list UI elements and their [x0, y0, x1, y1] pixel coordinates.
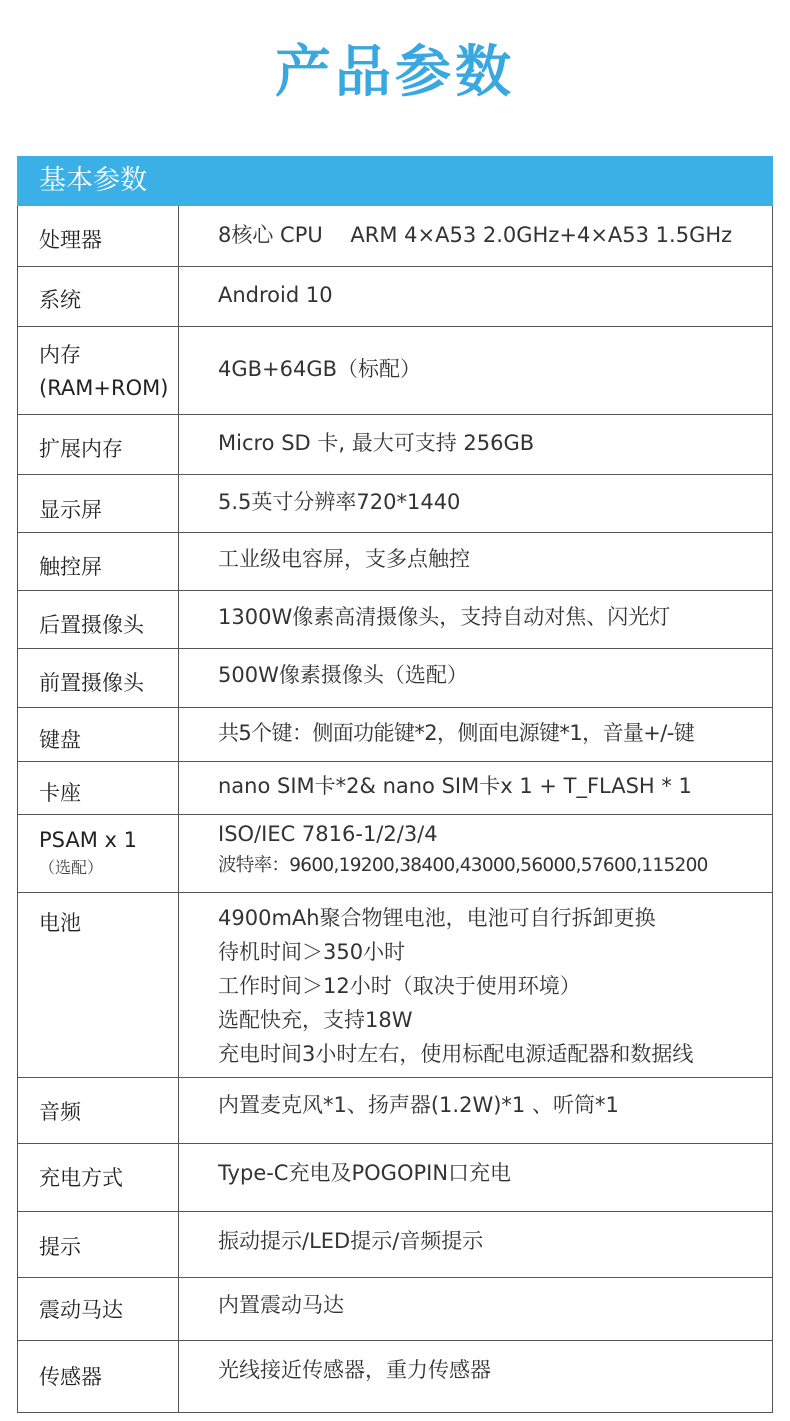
spec-value — [179, 327, 772, 414]
spec-value — [179, 649, 772, 707]
spec-value-line: Type-C充电及POGOPIN口充电 — [218, 1161, 512, 1185]
spec-value — [179, 267, 772, 326]
spec-value — [179, 1144, 772, 1211]
spec-value-line: 选配快充，支持18W — [218, 1008, 413, 1032]
spec-row-charging — [17, 1144, 773, 1212]
spec-key: 前置摄像头 — [18, 649, 179, 707]
spec-value — [179, 893, 772, 1077]
spec-key: 卡座 — [18, 762, 179, 814]
spec-row-audio — [17, 1078, 773, 1144]
spec-value — [179, 1212, 772, 1277]
spec-value-line: 内置震动马达 — [218, 1293, 344, 1317]
spec-row-os — [17, 267, 773, 327]
spec-value — [179, 415, 772, 474]
spec-value — [179, 206, 772, 266]
spec-key: 内存 (RAM+ROM) — [18, 327, 179, 414]
spec-row-keyboard — [17, 708, 773, 762]
spec-row-display — [17, 475, 773, 533]
spec-value-line: 4GB+64GB（标配） — [218, 357, 422, 381]
spec-value-line: 光线接近传感器，重力传感器 — [218, 1358, 491, 1382]
spec-value — [179, 1278, 772, 1340]
spec-row-front-camera — [17, 649, 773, 708]
spec-key: 系统 — [18, 267, 179, 326]
spec-value — [179, 533, 772, 590]
spec-key: 处理器 — [18, 206, 179, 266]
spec-value-line: 工业级电容屏，支多点触控 — [218, 547, 470, 571]
spec-value — [179, 475, 772, 532]
spec-key: 传感器 — [18, 1341, 179, 1412]
spec-row-sensors — [17, 1341, 773, 1413]
spec-value-line: 波特率：9600,19200,38400,43000,56000,57600,115200 — [218, 855, 708, 876]
spec-value-line: 共5个键：侧面功能键*2，侧面电源键*1，音量+/-键 — [218, 721, 695, 745]
spec-value-line: 500W像素摄像头（选配） — [218, 663, 468, 687]
spec-key: 震动马达 — [18, 1278, 179, 1340]
spec-value — [179, 1078, 772, 1143]
spec-row-alerts — [17, 1212, 773, 1278]
spec-value-line: 8核心 CPU ARM 4×A53 2.0GHz+4×A53 1.5GHz — [218, 223, 733, 247]
spec-value-line: nano SIM卡*2& nano SIM卡x 1 + T_FLASH * 1 — [218, 774, 692, 798]
section-header: 基本参数 — [17, 156, 773, 206]
spec-key: 提示 — [18, 1212, 179, 1277]
spec-value-line: 振动提示/LED提示/音频提示 — [218, 1229, 484, 1253]
spec-key: 键盘 — [18, 708, 179, 761]
spec-value — [179, 708, 772, 761]
spec-key: 扩展内存 — [18, 415, 179, 474]
spec-key: 显示屏 — [18, 475, 179, 532]
spec-value-line: Android 10 — [218, 283, 333, 307]
page-title: 产品参数 — [275, 40, 515, 105]
spec-row-vibration-motor — [17, 1278, 773, 1341]
spec-value-line: 充电时间3小时左右，使用标配电源适配器和数据线 — [218, 1042, 694, 1066]
spec-value-line: 内置麦克风*1、扬声器(1.2W)*1 、听筒*1 — [218, 1093, 619, 1117]
spec-value-line: 5.5英寸分辨率720*1440 — [218, 490, 461, 514]
spec-value — [179, 762, 772, 814]
spec-key: 音频 — [18, 1078, 179, 1143]
spec-value — [179, 591, 772, 648]
spec-value-line: 待机时间＞350小时 — [218, 940, 406, 964]
spec-row-cpu — [17, 206, 773, 267]
spec-row-memory — [17, 327, 773, 415]
spec-key: PSAM x 1 （选配） — [18, 815, 179, 892]
spec-value-line: ISO/IEC 7816-1/2/3/4 — [218, 822, 438, 846]
spec-value-line: 1300W像素高清摄像头，支持自动对焦、闪光灯 — [218, 605, 671, 629]
spec-row-psam — [17, 815, 773, 893]
spec-value — [179, 1341, 772, 1412]
spec-key: 后置摄像头 — [18, 591, 179, 648]
spec-row-rear-camera — [17, 591, 773, 649]
spec-value-line: Micro SD 卡, 最大可支持 256GB — [218, 431, 535, 455]
spec-key: 充电方式 — [18, 1144, 179, 1211]
spec-key: 电池 — [18, 893, 179, 1077]
spec-value-line: 4900mAh聚合物锂电池，电池可自行拆卸更换 — [218, 906, 656, 930]
spec-value — [179, 815, 772, 892]
spec-row-storage — [17, 415, 773, 475]
spec-key: 触控屏 — [18, 533, 179, 590]
spec-row-battery — [17, 893, 773, 1078]
spec-row-touch — [17, 533, 773, 591]
spec-value-line: 工作时间＞12小时（取决于使用环境） — [218, 974, 581, 998]
spec-row-card-slot — [17, 762, 773, 815]
